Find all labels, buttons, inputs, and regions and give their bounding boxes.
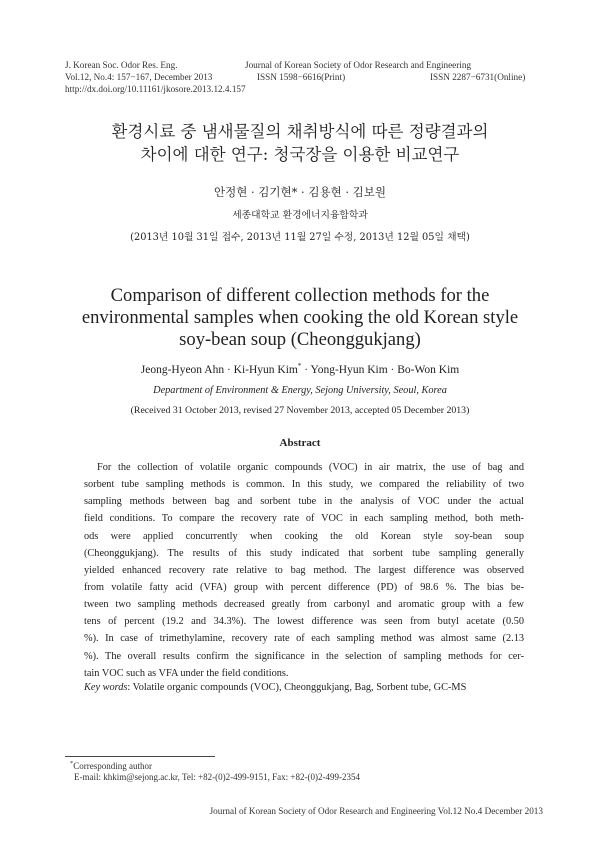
korean-title-line2: 차이에 대한 연구: 청국장을 이용한 비교연구 (140, 145, 460, 164)
contact-info: E-mail: khkim@sejong.ac.kr, Tel: +82-(0)2-499-9151, Fax: +82-(0)2-499-2354 (74, 772, 360, 782)
english-title-line2: environmental samples when cooking the old Korean style (81, 307, 519, 328)
abstract-line: yielded enhanced recovery rate relative to bag method. The largest difference was observed (84, 564, 524, 576)
abstract-line: %). In case of trimethylamine, recovery rate of each sampling method was almost same (2.13 (84, 633, 524, 645)
abstract-line: For the collection of volatile organic compounds (VOC) in air matrix, the use of bag and (97, 462, 524, 473)
korean-affiliation: 세종대학교 환경에너지융합학과 (232, 210, 368, 221)
issn-print: ISSN 1598−6616(Print) (257, 72, 346, 82)
keywords (84, 682, 466, 693)
abstract-line: sampling methods between bag and sorbent tube in the analysis of VOC under the actual (84, 496, 524, 508)
authors-first: Jeong-Hyeon Ahn · Ki-Hyun Kim (140, 363, 298, 376)
journal-name: Journal of Korean Society of Odor Research and Engineering (245, 60, 472, 70)
english-dates: (Received 31 October 2013, revised 27 November 2013, accepted 05 December 2013) (130, 405, 470, 416)
abstract-line: from volatile fatty acid (VFA) group with percent difference (PD) of 98.6 %. The bias be- (84, 581, 524, 593)
abstract-line: tween two sampling methods decreased greatly from carbonyl and aromatic group with a few (84, 599, 524, 611)
abstract-line: %). The overall results confirm the significance in the selection of sampling methods for cer- (84, 650, 524, 662)
abstract-line: tens of percent (19.2 and 34.3%). The lowest difference was seen from butyl acetate (0.50 (84, 616, 524, 628)
abstract-heading: Abstract (279, 437, 321, 449)
volume-info: Vol.12, No.4: 157−167, December 2013 (65, 72, 213, 82)
keywords-label: Key words (84, 682, 128, 693)
journal-abbrev: J. Korean Soc. Odor Res. Eng. (65, 60, 178, 70)
abstract-line: field conditions. To compare the recovery rate of VOC in each sampling method, both meth- (84, 513, 524, 525)
corresponding-author-note (70, 760, 152, 771)
corresponding-label: Corresponding author (73, 761, 152, 771)
abstract-line: ods were applied concurrently when cooking the old Korean style soy-bean soup (84, 530, 524, 542)
abstract-line: tain VOC such as VFA under the field conditions. (84, 667, 289, 679)
page-footer: Journal of Korean Society of Odor Research and Engineering Vol.12 No.4 December 2013 (209, 806, 543, 816)
english-authors (0, 362, 600, 376)
issn-online: ISSN 2287−6731(Online) (430, 72, 526, 82)
footnote-divider (65, 756, 215, 757)
abstract-line: (Cheonggukjang). The results of this study indicated that sorbent tube sampling generally (84, 547, 524, 559)
doi-link[interactable]: http://dx.doi.org/10.11161/jkosore.2013.12.4.157 (65, 84, 246, 94)
footnote-star: * (70, 760, 74, 767)
english-affiliation: Department of Environment & Energy, Sejong University, Seoul, Korea (153, 385, 447, 396)
keywords-list: : Volatile organic compounds (VOC), Cheonggukjang, Bag, Sorbent tube, GC-MS (127, 682, 467, 693)
abstract-line: sorbent tube sampling methods is common. In this study, we compared the reliability of two (84, 479, 524, 491)
corresponding-star: * (297, 362, 302, 370)
authors-rest: · Yong-Hyun Kim · Bo-Won Kim (301, 363, 460, 376)
english-title-line3: soy-bean soup (Cheonggukjang) (179, 329, 421, 350)
english-title-line1: Comparison of different collection methods for the (110, 285, 490, 306)
korean-dates: (2013년 10월 31일 접수, 2013년 11월 27일 수정, 2013년 12월 05일 채택) (130, 232, 470, 243)
korean-title-line1: 환경시료 중 냄새물질의 채취방식에 따른 정량결과의 (111, 122, 489, 141)
abstract-body (84, 459, 524, 682)
korean-authors: 안정현 · 김기현* · 김용현 · 김보원 (214, 185, 386, 199)
